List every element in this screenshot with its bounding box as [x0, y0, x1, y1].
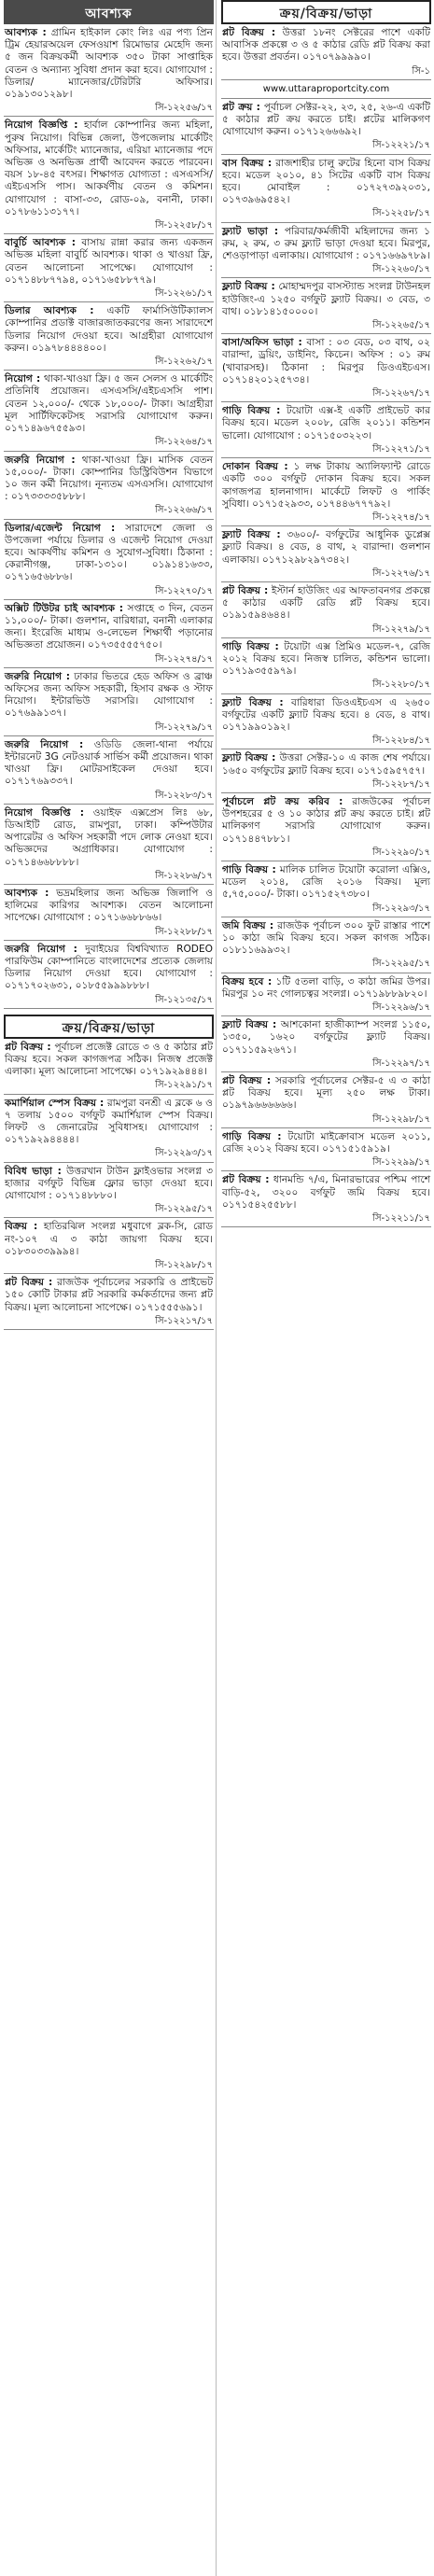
ad-body: ইস্টার্ন হাউজিং এর আফতাবনগর প্রকল্পে ৫ কাঠার একটি রেডি প্লট বিক্রয় হবে। ০১৯১৫৯৪৬৪৪। [222, 584, 430, 622]
section-header-buy-sell-rent: ক্রয়/বিক্রয়/ভাড়া [4, 1015, 214, 1039]
classified-ad [221, 1072, 431, 1128]
classified-ad [221, 694, 431, 750]
ad-heading: নিয়োগ বিজ্ঞপ্তি : [5, 806, 84, 819]
ad-heading: জরুরি নিয়োগ : [5, 454, 76, 466]
ad-reference-code: সি-১২২১৭/১৭ [155, 1315, 213, 1326]
ad-reference-code: সি-১২২৯৩/১৭ [155, 1148, 213, 1159]
ad-body: ধানমন্ডি ৭/এ, মিনারভারের পশ্চিম পাশে বাড়ি-৫২, ৩২০০ বর্গফুট জমি বিক্রয় হবে। ০১৭১৫৪২৫৫৮৮। [222, 1174, 430, 1211]
classified-ad [221, 1128, 431, 1172]
ad-heading: বিক্রয় হবে : [222, 975, 273, 987]
ad-heading: ফ্ল্যাট বিক্রয় : [222, 1019, 277, 1031]
ad-reference-code: সি-১২২৮০/১৭ [372, 679, 430, 691]
wanted-ads-list [4, 24, 214, 1009]
ad-reference-code: সি-১২২৬৪/১৭ [155, 437, 213, 448]
ad-reference-code: সি-১২২৯৯/১৭ [372, 1157, 430, 1169]
classified-ad [4, 452, 214, 520]
ad-reference-code: সি-১২১৩৫/১৭ [155, 994, 213, 1005]
classified-ad [4, 117, 214, 234]
ad-reference-code: সি-১২২৮৮/১৭ [155, 926, 213, 937]
ad-heading: নিয়োগ বিজ্ঞপ্তি : [5, 119, 78, 132]
classified-ad [4, 1039, 214, 1095]
ad-body: রাজউক পূর্বাচল ৩০০ ফুট রাস্তার পাশে ১০ কাঠা জমি বিক্রয় হবে। সকল কাগজ সঠিক। ০১৮১১৬৯৯৩২। [222, 919, 430, 957]
ad-reference-code: সি-১২২৭৯/১৭ [155, 721, 213, 733]
classified-ad [221, 917, 431, 973]
ad-reference-code: সি-১২২৬৫/১৭ [372, 320, 430, 331]
classified-ad [4, 1095, 214, 1163]
ad-body: সরকারি পূর্বাচলের সেক্টর-৫ এ ৩ কাঠা প্লট বিক্রয় হবে। মূল্য ২৫০ লক্ষ টাকা। ০১৯৭৯৬৬৬৬৬৬। [222, 1075, 430, 1112]
ad-heading: জমি বিক্রয় : [222, 919, 274, 931]
ad-body: বারিধারা ডিওএইচএস এ ২৬৫০ বর্গফুটের একটি ফ্ল্যাট বিক্রয় হবে। ৪ বেড, ৪ বাথ। ০১৭১৯৯০১৯২। [222, 696, 431, 733]
ad-heading: বিক্রয় : [5, 1221, 38, 1233]
ad-heading: প্লট বিক্রয় : [5, 1277, 53, 1289]
classified-ad [221, 334, 431, 402]
classified-ad [4, 941, 214, 1009]
classified-ad [221, 973, 431, 1017]
ad-body: উত্তরা ১৮নং সেক্টরের পাশে একটি আবাসিক প্রকল্পে ৩ ও ৫ কাঠার রেডি প্লট বিক্রয় করা হবে। উত্তরা প্রবর্তন। ০১৭০৭৯৯৯৯০। [222, 27, 430, 63]
ad-reference-code: সি-১২২৭০/১৭ [155, 585, 213, 596]
ad-reference-code: সি-১২২৭৬/১৭ [372, 567, 430, 579]
ad-heading: ফ্ল্যাট বিক্রয় : [222, 696, 284, 708]
ad-body: রাজউকের পূর্বাচল উপশহরের ৫ ও ১০ কাঠার প্লট ক্রয় করতে চাই। প্লট মালিকগণ সরাসরি যোগাযোগ করুন। ০১৭১৪৪৭৮৮১। [222, 795, 430, 845]
right-column [221, 0, 431, 2576]
ad-reference-code: সি-১২২৮৬/১৭ [155, 870, 213, 881]
ad-body: রামপুরা বনশ্রী এ ব্লকে ৬ ও ৭ তলায় ১৫০০ বর্গফুট কমার্শিয়াল স্পেস বিক্রয়। লিফট ও জেনারেটর সুবিধাসহ। যোগাযোগ : ০১৭১৯২৯৪৪৪৪। [5, 1097, 213, 1146]
column-divider [216, 0, 217, 2576]
ad-reference-code: সি-১২২৯৬/১৭ [372, 1002, 430, 1014]
ad-heading: আবশ্যক : [5, 888, 49, 899]
ad-body: ওডিডি জেলা-থানা পর্যায়ে ইন্টারনেট 3G নেটওয়ার্ক সার্ভিস কর্মী প্রয়োজন। থাকা খাওয়া ফ্রি। মোটরসাইকেল দেওয়া হবে। ০১৭১৭৬৯৩৩৭। [5, 738, 213, 788]
classified-ad [4, 668, 214, 736]
ad-heading: বাসা/অফিস ভাড়া : [222, 337, 302, 349]
classified-ad [221, 582, 431, 638]
ad-reference-code: সি-১২২৮৪/১৭ [372, 735, 430, 747]
ad-reference-code: সি-১২২৬৭/১৭ [372, 388, 430, 399]
ad-heading: বাবুর্চি আবশ্যক : [5, 237, 77, 249]
ad-reference-code: সি-১২২৬২/১৭ [155, 357, 213, 368]
ad-heading: অক্সিট টিউটর চাই আবশ্যক : [5, 602, 123, 614]
ad-body: থাকা-খাওয়া ফ্রি। ৫ জন সেলস ও মার্কেটিং প্রতিনিধি প্রয়োজন। এসএসসি/এইচএসসি পাশ। বেতন ১২,০০০/- থেকে ১৮,০০০/- টাকা। আগ্রহীরা মূল সার্টিফিকেটসহ সরাসরি যোগাযোগ করুন। ০১৭১৪৯৬৭৫৫৯৩। [5, 373, 214, 435]
ad-body: রাজউক পূর্বাচলের সরকারি ও প্রাইভেট ১৫০ কোটি টাকার প্লট সরকারি কর্মকর্তাদের জন্য প্লট বিক্রয়। মূল্য আলোচনা সাপেক্ষে। ০১৭১৫৫৫৬৯১। [5, 1277, 213, 1313]
ad-reference-code: সি-১২২৯৫/১৭ [155, 1204, 213, 1215]
classified-ad [4, 1218, 214, 1274]
ad-reference-code: সি-১২২৮৭/১৭ [372, 778, 430, 790]
ad-reference-code: সি-১২২৯৮/১৭ [155, 1260, 213, 1271]
ad-body: টয়োটা এক্স প্রিমিও মডেল-৭, রেজি ২০১২ বিক্রয় হবে। নিজস্ব চালিত, কন্ডিশন ভালো। ০১৭১৯৩৫৫৯৭৯। [222, 640, 430, 678]
ad-heading: বিবিধ ভাড়া : [5, 1165, 62, 1177]
ad-body: রাজশাহীর চালু রুটের হিনো বাস বিক্রয় হবে। মডেল ২০১০, ৪১ সিটের একটি বাস বিক্রয় হবে। মোবাইল : ০১৭২৭৩৯২০৩১, ০১৭৩৯৬৯৫৪২। [222, 157, 430, 206]
ad-body: একটি ফার্মাসিউটিক্যালস কোম্পানির প্রডাক্ট বাজারজাতকরণের জন্য সারাদেশে ডিলার নিয়োগ দেওয়া হবে। আগ্রহীরা যোগাযোগ করুন। ০১৯৭৮৪৪৪৪০০। [5, 305, 213, 354]
ad-body: টয়োটা এক্স-ই একটি প্রাইভেট কার বিক্রয় হবে। মডেল ২০০৮, রেজি ২০১১। কন্ডিশন ভালো। যোগাযোগ : ০১৭১৫০৩২২৩। [222, 405, 430, 441]
classified-ad [4, 805, 214, 885]
ad-body: বাসা : ০৩ বেড, ০৩ বাথ, ০২ বারান্দা, ড্রয়িং, ডাইনিং, কিচেন। অফিস : ০১ রুম (খাবারসহ)। ঠিকানা : মিরপুর ডিওএইচএস। ০১৭১৪২০১২৫৭৩৪। [222, 337, 430, 385]
classified-ad [4, 24, 214, 117]
ad-heading: প্লট বিক্রয় : [222, 1174, 270, 1186]
ad-reference-code: সি-১২২৮৩/১৭ [155, 790, 213, 801]
ad-reference-code: সি-১২২৬০/১৭ [372, 264, 430, 275]
ad-heading: আবশ্যক : [5, 27, 47, 38]
classified-ad [4, 1163, 214, 1219]
ad-reference-code: সি-১২২৫৮/১৭ [155, 220, 213, 231]
ad-heading: জরুরি নিয়োগ : [5, 943, 77, 955]
classified-ad [221, 278, 431, 334]
ad-heading: ফ্ল্যাট বিক্রয় : [222, 752, 276, 764]
ad-reference-code: সি-১২২৬৬/১৭ [155, 505, 213, 516]
ad-body: পূর্বাচল প্রজেক্ট রোডে ৩ ও ৫ কাঠার প্লট বিক্রয় হবে। সকল কাগজপত্র সঠিক। নিজস্ব প্রজেক্ট এলাকা। মূল্য আলোচনা সাপেক্ষে। ০১৭১৯২৯৪৪৪। [5, 1041, 213, 1078]
ad-body: ১টি ৫তলা বাড়ি, ৩ কাঠা জমির উপর। মিরপুর ১০ নং গোলচত্বর সংলগ্ন। ০১৭১৯৮৮৯৮২০। [222, 975, 431, 1000]
ad-reference-code: সি-১২২২১/১৭ [372, 140, 430, 151]
classified-ad [4, 520, 214, 600]
ad-reference-code: সি-১২২৫৮/১৭ [372, 208, 430, 219]
ad-body: ঢাকার ভিতরে হেড অফিস ও ব্রাঞ্চ অফিসের জন্য অফিস সহকারী, হিসাব রক্ষক ও স্টাফ নিয়োগ। ইন্টারভিউ সরাসরি। যোগাযোগ : ০১৭৬৯৯১৩৭। [5, 670, 213, 720]
ad-heading: প্লট ক্রয় : [222, 101, 260, 113]
ad-reference-code: সি-১২২৬১/১৭ [155, 288, 213, 300]
ad-body: মালিক চালিত টয়োটা করোলা এক্সিও, মডেল ২০১৪, রেজি ২০১৬ বিক্রয়। মূল্য ৫,৭৫,০০০/- টাকা। ০১৭১৫২৭৩৮০। [222, 863, 430, 901]
ad-reference-code: সি-১২২৭৪/১৭ [155, 653, 213, 665]
buy-sell-ads-list [4, 1039, 214, 1330]
ad-heading: ফ্ল্যাট বিক্রয় : [222, 281, 275, 293]
ad-heading: নিয়োগ : [5, 373, 41, 385]
classified-ad [221, 1016, 431, 1072]
ad-heading: প্লট বিক্রয় : [222, 27, 276, 38]
classified-ad [221, 99, 431, 155]
classified-ad [221, 24, 431, 80]
classified-ad [221, 402, 431, 458]
ad-body: সারাদেশে জেলা ও উপজেলা পর্যায়ে ডিলার ও এজেন্ট নিয়োগ দেওয়া হবে। আকর্ষণীয় কমিশন ও সুযোগ-সুবিধা। ঠিকানা : কেরানীগঞ্জ, ঢাকা-১৩১০। ০১৯১৪১৬৩৩, ০১৭১৬৫৬৮৮৬। [5, 522, 213, 583]
classified-ad [221, 526, 431, 582]
classified-ad [4, 371, 214, 451]
ad-body: দুবাইয়ের বিশ্ববিখ্যাত RODEO পারফিউম কোম্পানিতে বাংলাদেশের প্রত্যেক জেলায় ডিলার নিয়োগ দেওয়া হবে। যোগাযোগ : ০১৭১৭০২৬৩১, ০১৮৫৫৯৯৯৮৮৮। [5, 943, 213, 992]
classified-ad [4, 600, 214, 668]
ad-heading: দোকান বিক্রয় : [222, 461, 288, 473]
ad-body: থাকা-খাওয়া ফ্রি। মাসিক বেতন ১৫,০০০/- টাকা। কোম্পানির ডিস্ট্রিবিউশন বিভাগে ১০ জন কর্মী নিয়োগ। নূন্যতম এসএসসি। যোগাযোগ : ০১৭৩৩৩৩৫৮৮৮। [5, 454, 213, 503]
ad-heading: ফ্ল্যাট বিক্রয় : [222, 529, 281, 541]
ad-body: ১ লক্ষ টাকায় অ্যালিফ্যান্ট রোডে একটি ৩০০ বর্গফুট দোকান বিক্রয় হবে। সকল কাগজপত্র হালনাগাদ। মার্কেটে লিফট ও পার্কিং সুবিধা। ০১৭১৫২৯৩৩, ০১৭৪৪৬৭৭৭৯২। [222, 461, 430, 510]
ad-body: আশকোনা হাজীক্যাম্প সংলগ্ন ১১৫০, ১৩৫০, ১৬২০ বর্গফুটের ফ্ল্যাট বিক্রয়। ০১৭১১৫৯২৬৭১। [222, 1019, 431, 1056]
ad-body: টয়োটা মাইক্রোবাস মডেল ২০১১, রেজি ২০১২ বিক্রয় হবে। ০১৭১৫১৫৯১৯। [222, 1130, 430, 1155]
ad-heading: গাড়ি বিক্রয় : [222, 405, 281, 417]
ad-heading: ডিলার/এজেন্ট নিয়োগ : [5, 522, 116, 534]
ad-body: হাতিরঝিল সংলগ্ন মধুবাগে ব্লক-সি, রোড নং-১০৭ এ ৩ কাঠা জায়গা বিক্রয় হবে। ০১৮৩০৩৩৯৯৯৪। [5, 1221, 214, 1257]
ad-reference-code: সি-১২২৯৫/১৭ [372, 959, 430, 970]
classified-ad [221, 861, 431, 917]
buy-sell-ads-list-right [221, 24, 431, 1227]
classified-ad [4, 234, 214, 302]
ad-reference-code: সি-১২২১১/১৭ [372, 1213, 430, 1225]
ad-body: পূর্বাচল সেক্টর-২২, ২৩, ২৫, ২৬-এ একটি ৫ কাঠার প্লট ক্রয় করতে চাই। প্লটের মালিকগণ যোগাযোগ করুন। ০১৭১২৬৬৬৯২। [222, 101, 431, 138]
ad-body: উত্তরা সেক্টর-১০ এ কাজ শেষ পর্যায়ে। ১৬৫০ বর্গফুটের ফ্ল্যাট বিক্রয় হবে। ০১৭১৫৯৫৭৫৭। [222, 752, 431, 777]
classified-ad [221, 793, 431, 861]
section-header-buy-sell-rent-right: ক্রয়/বিক্রয়/ভাড়া [221, 0, 431, 24]
website-url[interactable]: www.uttaraproportcity.com [221, 80, 431, 99]
ad-heading: প্লট বিক্রয় : [222, 1075, 272, 1087]
left-column [4, 0, 214, 2576]
ad-reference-code: সি-১২২৯৩/১৭ [372, 903, 430, 914]
classified-ad [4, 885, 214, 941]
ad-reference-code: সি-১২২৯৭/১৭ [372, 1057, 430, 1069]
classified-ad [221, 155, 431, 223]
classified-ad [4, 736, 214, 805]
ad-body: ৩৬০০/- বর্গফুটের আধুনিক ডুপ্লেক্স ফ্ল্যাট বিক্রয়। ৪ বেড, ৪ বাথ, ২ বারান্দা। গুলশান এলাকায়। ০১৭১২৯৮২৯৭৩৪২। [222, 529, 430, 566]
classified-ad [221, 223, 431, 279]
section-header-wanted: আবশ্যক [4, 0, 214, 24]
ad-heading: জরুরি নিয়োগ : [5, 738, 84, 750]
ad-heading: ডিলার আবশ্যক : [5, 305, 94, 317]
classified-ad [221, 749, 431, 793]
ad-reference-code: সি-১২২৭৪/১৭ [372, 511, 430, 523]
ad-heading: বাস বিক্রয় : [222, 157, 273, 169]
ad-heading: প্লট বিক্রয় : [222, 584, 269, 596]
classified-ad [4, 1274, 214, 1330]
classified-ad [4, 302, 214, 371]
ad-body: বাসায় রান্না করার জন্য একজন অভিজ্ঞ মহিলা বাবুর্চি আবশ্যক। থাকা ও খাওয়া ফ্রি, বেতন আলোচনা সাপেক্ষে। যোগাযোগ : ০১৭১৪৮৮৭৭৯৪, ০১৭১৬৫৮৮৭৭৯। [5, 237, 213, 286]
ad-heading: জরুরি নিয়োগ : [5, 670, 70, 682]
ad-body: গ্রামিন হাইকাল কোং লিঃ এর পণ্য প্রিন ট্রিম হেয়ারঅয়েল ফেসওয়াশ রিমোভার মেহেদি জন্য ৫ জন বিক্রয়কর্মী আবশ্যক ৩৫০ টাকা সাপ্তাহিক বেতন ও অন্যান্য সুবিধা প্রদান করা হবে। যোগাযোগ : ডিলার/ ম্যানেজার/টেরিটরি অফিসার। ০১৯১৩০১২৯৮। [5, 27, 213, 101]
ad-heading: গাড়ি বিক্রয় : [222, 863, 276, 875]
ad-body: মোহাম্মদপুর বাসস্ট্যান্ড সংলগ্ন টাউনহল হাউজিং-এ ১২৫০ বর্গফুট ফ্ল্যাট বিক্রয়। ৩ বেড, ৩ বাথ। ০১৮১৪১৫০০০০। [222, 281, 431, 317]
ad-heading: ফ্ল্যাট ভাড়া : [222, 225, 279, 237]
ad-reference-code: সি-১২২৭৯/১৭ [372, 623, 430, 635]
ad-body: ভদ্রমহিলার জন্য অভিজ্ঞ জিলাপি ও হালিমের কারিগর আবশ্যক। বেতন আলোচনা সাপেক্ষে। যোগাযোগ : ০১৭১৬৬৮৮৬৬। [5, 888, 214, 924]
ad-reference-code: সি-১২২৯১/১৭ [155, 1080, 213, 1091]
ad-body: হার্বাল কোম্পানির জন্য মহিলা, পুরুষ নিয়োগ। বিভিন্ন জেলা, উপজেলায় মার্কেটিং অফিসার, মার্কেটিং ম্যানেজার, এরিয়া ম্যানেজার পদে অভিজ্ঞ ও অনভিজ্ঞ প্রার্থী আবেদন করতে পারবেন। বয়স ১৮-৪৫ বৎসর। শিক্ষাগত যোগ্যতা : এসএসসি/এইচএসসি পাস। আকর্ষণীয় বেতন ও কমিশন। যোগাযোগ : বাসা-৩৩, রোড-০৯, বনানী, ঢাকা। ০১৭৮৬১১৩১৭৭। [5, 119, 213, 217]
ad-reference-code: সি-১২২৭১/১৭ [372, 443, 430, 455]
ad-reference-code: সি-১ [412, 65, 430, 77]
ad-heading: গাড়ি বিক্রয় : [222, 640, 279, 652]
ad-reference-code: সি-১২২৫৬/১৭ [155, 103, 213, 114]
ad-heading: গাড়ি বিক্রয় : [222, 1130, 282, 1142]
ad-body: সপ্তাহে ৩ দিন, বেতন ১১,০০০/- টাকা। গুলশান, বারিধারা, বনানী এলাকার জন্য। ইংরেজি মাধ্যম ও-লেভেল শিক্ষার্থী পড়ানোর অভিজ্ঞতা প্রয়োজন। ০১৭৩৫৫৫৫৭৫০। [5, 602, 214, 651]
ad-body: উত্তরখান টাউন ফ্লাইওভার সংলগ্ন ৩ হাজার বর্গফুট বিভিন্ন ফ্লোর ভাড়া দেওয়া হবে। যোগাযোগ : ০১৭১৪৮৮৮০। [5, 1165, 213, 1202]
classified-ad [221, 1171, 431, 1227]
classified-ad [221, 638, 431, 694]
ad-body: ওয়াইফ এক্সপ্রেস লিঃ ৬৮, ডিআইটি রোড, রামপুরা, ঢাকা। কম্পিউটার অপারেটর ও অফিস সহকারী পদে লোক নেওয়া হবে। অভিজ্ঞদের অগ্রাধিকার। যোগাযোগ : ০১৭১৪৬৬৮৮৮৮। [5, 806, 213, 868]
ad-body: পরিবার/কর্মজীবী মহিলাদের জন্য ১ রুম, ২ রুম, ৩ রুম ফ্ল্যাট ভাড়া দেওয়া হবে। মিরপুর, শেওড়াপাড়া এলাকায়। যোগাযোগ : ০১৭১৬৬৯৭৮৯। [222, 225, 430, 262]
ad-heading: কমার্শিয়াল স্পেস বিক্রয় : [5, 1097, 105, 1109]
ad-heading: পূর্বাচলে প্লট ক্রয় করিব : [222, 795, 343, 807]
ad-reference-code: সি-১২২৯৮/১৭ [372, 1113, 430, 1125]
ad-heading: প্লট বিক্রয় : [5, 1041, 51, 1053]
classified-ad [221, 458, 431, 526]
ad-reference-code: সি-১২২৯০/১৭ [372, 847, 430, 858]
